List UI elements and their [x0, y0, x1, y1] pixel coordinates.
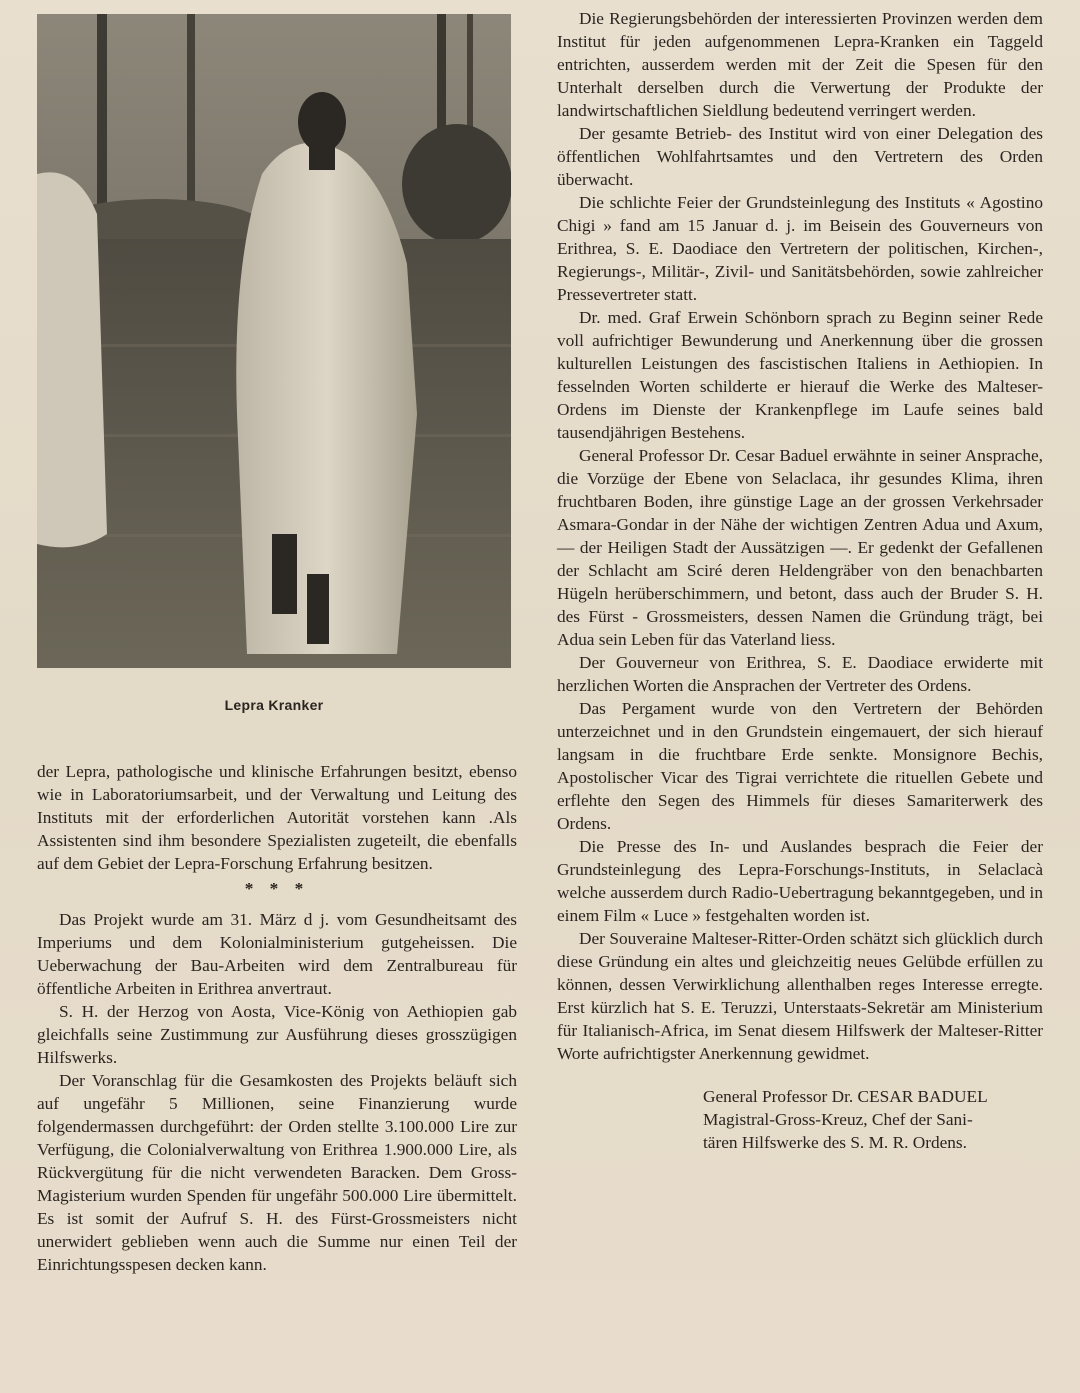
paragraph: General Professor Dr. Cesar Baduel erwähnte in seiner Ansprache, die Vorzüge der Ebene von Selaclaca, ihr gesundes Klima, ihren fruchtbaren Boden, ihre günstige Lage an der grossen Verkehrsader Asmara-Gondar in der Nähe der wichtigen Zentren Adua und Axum, — der Heiligen Stadt der Aussätzigen —. Er gedenkt der Gefallenen der Schlacht am Sciré deren Heldengräber von den benachbarten Hügeln herüberschimmern, und betont, dass auch der Bruder S. H. des Fürst - Grossmeisters, dessen Namen die Gründung trägt, bei Adua sein Leben für das Vaterland liess.	[557, 446, 1043, 649]
paragraph: Dr. med. Graf Erwein Schönborn sprach zu Beginn seiner Rede voll aufrichtiger Bewunderung und Anerkennung über die grossen kulturellen Leistungen des fascistischen Italiens in Aethiopien. In fesselnden Worten schilderte er hierauf die Werke des Malteser-Ordens im Dienste der Krankenpflege im Laufe seines bald tausendjährigen Bestehens.	[557, 308, 1043, 442]
photograph-of-leprosy-patient-icon	[37, 14, 511, 668]
paragraph: Die schlichte Feier der Grundsteinlegung des Instituts « Agostino Chigi » fand am 15 Januar d. j. im Beisein des Gouverneurs von Erithrea, S. E. Daodiace den Vertretern der politischen, Kirchen-, Regierungs-, Militär-, Zivil- und Sanitätsbehörden, sowie zahlreicher Pressevertreter statt.	[557, 193, 1043, 304]
paragraph: Der Souveraine Malteser-Ritter-Orden schätzt sich glücklich durch diese Gründung ein altes und gleichzeitig neues Gelübde erfüllen zu können, dessen Verwirklichung allenthalben reges Interesse erregte. Erst kürzlich hat S. E. Teruzzi, Unterstaats-Sekretär am Ministerium für Italianisch-Africa, im Senat diesem Hilfswerk der Malteser-Ritter Worte aufrichtigster Anerkennung gewidmet.	[557, 929, 1043, 1063]
signature-name: General Professor Dr. CESAR BADUEL	[703, 1087, 988, 1106]
left-column	[37, 760, 517, 1276]
paragraph: der Lepra, pathologische und klinische Erfahrungen besitzt, ebenso wie in Laboratoriumsarbeit, und der Verwaltung und Leitung des Instituts mit der erforderlichen Autorität vorstehen kann .Als Assistenten sind ihm besondere Spezialisten zugeteilt, die ebenfalls auf dem Gebiet der Lepra-Forschung Erfahrung besitzen.	[37, 762, 517, 873]
paragraph: Der Gouverneur von Erithrea, S. E. Daodiace erwiderte mit herzlichen Worten die Ansprachen der Vertreter des Ordens.	[557, 653, 1043, 695]
paragraph: Das Pergament wurde von den Vertretern der Behörden unterzeichnet und in den Grundstein eingemauert, der sich hierauf langsam in die fruchtbare Erde senkte. Monsignore Bechis, Apostolischer Vicar des Tigrai verrichtete die rituellen Gebete und erflehte den Segen des Himmels für dieses Samariterwerk des Ordens.	[557, 699, 1043, 833]
paragraph: Der gesamte Betrieb- des Institut wird von einer Delegation des öffentlichen Wohlfahrtsamtes und den Vertretern des Orden überwacht.	[557, 124, 1043, 189]
signature-title: Magistral-Gross-Kreuz, Chef der Sani-	[703, 1110, 973, 1129]
paragraph: Die Regierungsbehörden der interessierten Provinzen werden dem Institut für jeden aufgenommenen Lepra-Kranken ein Taggeld entrichten, ausserdem werden mit der Zeit die Spesen für den Unterhalt derselben durch die Verwertung der Produkte der landwirtschaftlichen Sieldlung bedeutend verringert werden.	[557, 9, 1043, 120]
author-signature	[557, 1085, 1043, 1154]
paragraph: S. H. der Herzog von Aosta, Vice-König von Aethiopien gab gleichfalls seine Zustimmung zur Ausführung dieses grosszügigen Hilfswerks.	[37, 1002, 517, 1067]
signature-title-continued: tären Hilfswerke des S. M. R. Ordens.	[703, 1133, 967, 1152]
photo-caption: Lepra Kranker	[224, 697, 324, 713]
paragraph: Das Projekt wurde am 31. März d j. vom Gesundheitsamt des Imperiums und dem Kolonialministerium gutgeheissen. Die Ueberwachung der Bau-Arbeiten wird dem Zentralbureau für öffentliche Arbeiten in Erithrea anvertraut.	[37, 910, 517, 998]
right-column	[557, 7, 1043, 1154]
section-separator: * * *	[244, 879, 310, 898]
paragraph: Die Presse des In- und Auslandes besprach die Feier der Grundsteinlegung des Lepra-Forschungs-Instituts, in Selaclacà welche ausserdem durch Radio-Uebertragung bekanntgegeben, und in einem Film « Luce » festgehalten worden ist.	[557, 837, 1043, 925]
patient-photograph	[37, 14, 511, 668]
paragraph: Der Voranschlag für die Gesamkosten des Projekts beläuft sich auf ungefähr 5 Millionen, seine Finanzierung wurde folgendermassen durchgeführt: der Orden stellte 3.100.000 Lire zur Verfügung, die Colonialverwaltung von Erithrea 1.900.000 Lire, als Rückvergütung für die nicht verwendeten Baracken. Dem Gross-Magisterium wurden Spenden für ungefähr 500.000 Lire übermittelt. Es ist somit der Aufruf S. H. des Fürst-Grossmeisters nicht unerwidert geblieben wenn auch die Summe nur einen Teil der Einrichtungsspesen decken kann.	[37, 1071, 517, 1274]
